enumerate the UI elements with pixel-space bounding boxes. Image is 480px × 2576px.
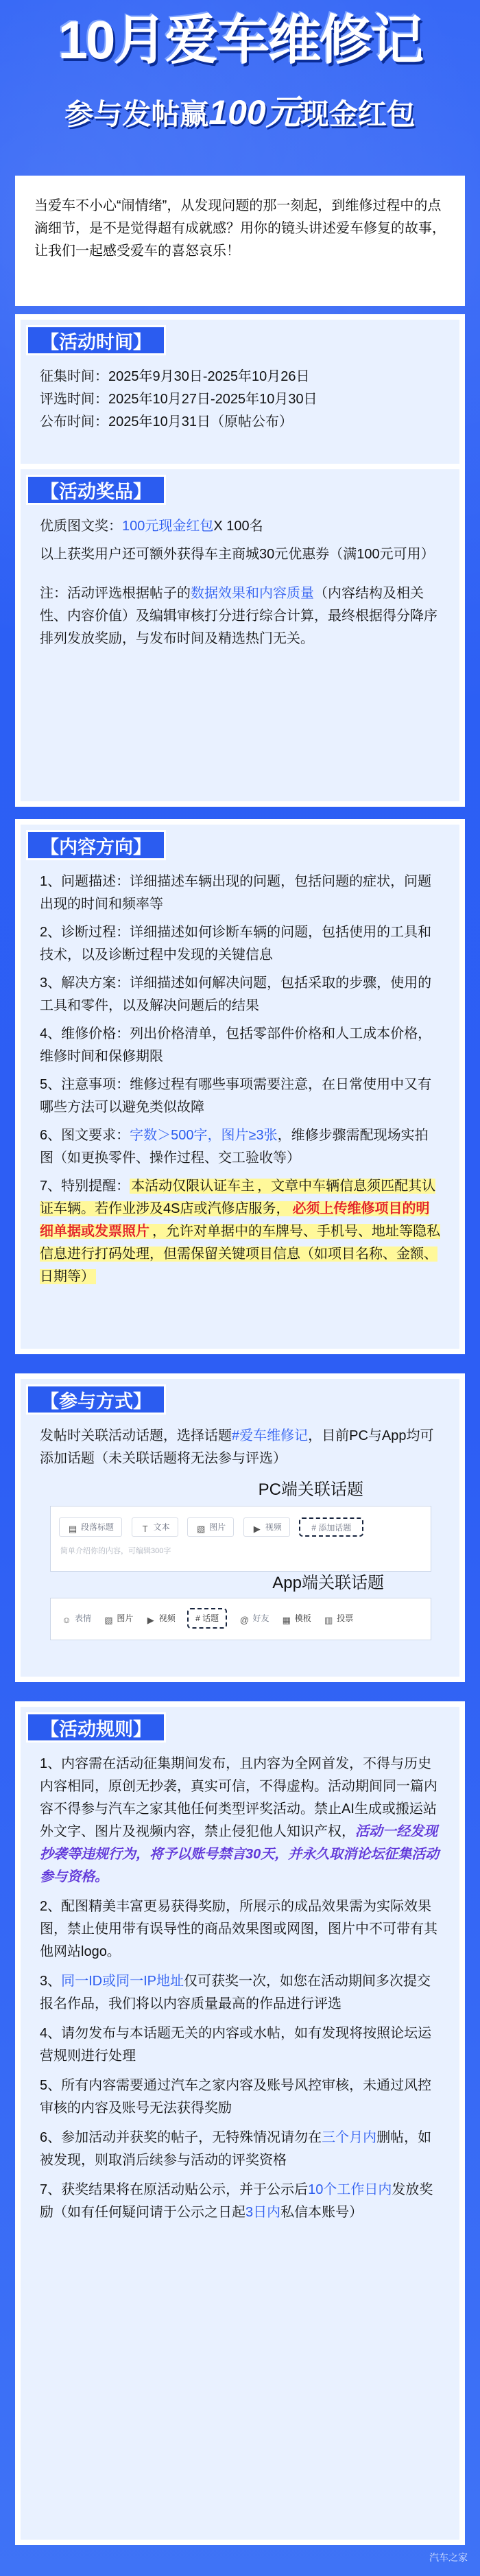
add-topic-button[interactable]: # 添加话题	[299, 1517, 363, 1537]
content-direction-section	[15, 819, 465, 1354]
autohome-watermark: 汽车之家	[429, 2552, 468, 2563]
same-id-highlight: 同一ID或同一IP地址	[61, 1974, 184, 1989]
app-image-tool[interactable]: ▧ 图片	[104, 1614, 134, 1625]
prize-note	[40, 582, 440, 650]
intro-text: 当爱车不小心“闹情绪”，从发现问题的那一刻起，到维修过程中的点滴细节，是不是觉得超有成就感？用你的镜头讲述爱车修复的故事，让我们一起感受爱车的喜怒哀乐！	[34, 198, 446, 259]
image-text-requirement-count: 字数＞500字，图片≥3张	[130, 1128, 278, 1143]
image-text-requirement	[40, 1124, 440, 1170]
vote-tool[interactable]: ▥ 投票	[324, 1614, 354, 1625]
hero-subtitle-before: 参与发帖赢	[64, 98, 209, 130]
pc-editor-preview	[50, 1506, 431, 1572]
image-icon: ▧	[104, 1615, 113, 1625]
participation-text-suffix: ，目前PC与App均可添加话题（未关联话题将无法参与评选）	[40, 1428, 434, 1466]
special-reminder-highlight-2: ，文章中车辆信息须匹配其认证车辆。若作业涉及4S店或汽修店服务，	[40, 1179, 436, 1216]
template-icon: ▦	[282, 1615, 291, 1625]
rule-item: 1、内容需在活动征集期间发布，且内容为全网首发，不得与历史内容相同，原创无抄袭，真实可信，不得虚构。活动期间同一篇内容不得参与汽车之家其他任何类型评奖活动。禁止AI生成或搬运站外文字、图片及视频内容，禁止侵犯他人知识产权，活动一经发现抄袭等违规行为，将予以账号禁言30天，并永久取消论坛征集活动参与资格。	[40, 1756, 440, 1884]
activity-prizes-section	[15, 464, 465, 807]
hero-prize: 100元	[208, 93, 300, 132]
prize-amount: 100元现金红包	[122, 519, 214, 534]
participation-body	[40, 1425, 440, 1665]
app-video-tool[interactable]: ▶ 视频	[145, 1608, 176, 1629]
rule-item: 4、请勿发布与本话题无关的内容或水帖，如有发现将按照论坛运营规则进行处理	[40, 2026, 432, 2064]
activity-time-section	[15, 314, 465, 479]
template-tool[interactable]: ▦ 模板	[282, 1614, 311, 1625]
prize-note-prefix: 注：活动评选根据帖子的	[40, 586, 191, 601]
three-days-highlight: 3日内	[245, 2205, 281, 2220]
rule-item: 3、同一ID或同一IP地址仅可获奖一次，如您在活动期间多次提交报名作品，我们将以内容质量最高的作品进行评选	[40, 1974, 431, 2011]
activity-rules-section	[15, 1701, 465, 2545]
participation-text-prefix: 发帖时关联活动话题，选择话题	[40, 1428, 232, 1443]
app-topic-label: App端关联话题	[272, 1574, 384, 1592]
image-text-requirement-suffix: ，维修步骤需配现场实拍图（如更换零件、操作过程、交工验收等）	[40, 1128, 429, 1166]
paragraph-title-tool[interactable]: ▤ 段落标题	[59, 1517, 122, 1537]
at-icon: @	[239, 1615, 250, 1625]
activity-prizes-body	[40, 515, 440, 650]
text-icon: T	[142, 1524, 148, 1534]
activity-topic: #爱车维修记	[232, 1428, 309, 1443]
content-direction-title: 【内容方向】	[26, 830, 166, 860]
prize-row	[40, 515, 440, 538]
hero-title: 10月爱车维修记	[58, 10, 422, 70]
content-direction-item: 1、问题描述：详细描述车辆出现的问题，包括问题的症状，问题出现的时间和频率等	[40, 874, 432, 912]
emoji-icon: ☺	[62, 1615, 71, 1625]
rule-item: 6、参加活动并获奖的帖子，无特殊情况请勿在三个月内删帖，如被发现，则取消后续参与活动的评奖资格	[40, 2130, 432, 2168]
content-direction-item: 2、诊断过程：详细描述如何诊断车辆的问题，包括使用的工具和技术，以及诊断过程中发现的关键信息	[40, 925, 432, 962]
pc-editor-toolbar	[59, 1517, 422, 1539]
special-reminder	[40, 1175, 440, 1288]
special-reminder-prefix: 7、特别提醒：	[40, 1179, 130, 1194]
hero-banner	[0, 0, 480, 172]
emoji-tool[interactable]: ☺ 表情	[62, 1614, 92, 1625]
activity-time-title: 【活动时间】	[26, 325, 166, 355]
video-icon: ▶	[253, 1524, 261, 1534]
vote-icon: ▥	[324, 1615, 333, 1625]
prize-count: X 100名	[213, 519, 263, 534]
activity-time-item: 评选时间：2025年10月27日-2025年10月30日	[40, 392, 317, 407]
activity-time-list	[40, 366, 440, 434]
pc-topic-label: PC端关联话题	[258, 1480, 363, 1499]
image-text-requirement-prefix: 6、图文要求：	[40, 1128, 130, 1143]
participation-title: 【参与方式】	[26, 1384, 166, 1415]
video-icon: ▶	[147, 1615, 154, 1625]
activity-time-item: 公布时间：2025年10月31日（原帖公布）	[40, 414, 293, 429]
prize-extra-text: 以上获奖用户还可额外获得车主商城30元优惠券（满100元可用）	[40, 547, 435, 562]
special-reminder-red-highlight: 必须上传维修项目的明细单据或发票照片	[40, 1201, 430, 1239]
content-direction-item: 3、解决方案：详细描述如何解决问题，包括采取的步骤，使用的工具和零件，以及解决问题后的结果	[40, 976, 432, 1013]
content-direction-list	[40, 871, 440, 1294]
prize-note-suffix: （内容结构及相关性、内容价值）及编辑审核打分进行综合计算，最终根据得分降序排列发放奖励，与发布时间及精选热门无关。	[40, 586, 437, 646]
intro-panel	[15, 176, 465, 306]
ten-days-highlight: 10个工作日内	[308, 2182, 392, 2197]
participation-text	[40, 1425, 440, 1470]
hero-subtitle-after: 现金红包	[300, 98, 416, 130]
prize-label: 优质图文奖：	[40, 519, 122, 534]
prize-note-highlight: 数据效果和内容质量	[191, 586, 314, 601]
rule-item: 2、配图精美丰富更易获得奖励，所展示的成品效果需为实际效果图，禁止使用带有误导性的商品效果图或网图，图片中不可带有其他网站logo。	[40, 1899, 437, 1959]
special-reminder-highlight-1: 本活动仅限认证车主	[131, 1179, 255, 1194]
activity-rules-list	[40, 1753, 440, 2231]
title-icon: ▤	[68, 1524, 77, 1534]
activity-prizes-title: 【活动奖品】	[26, 475, 166, 505]
image-tool[interactable]: ▧ 图片	[187, 1517, 234, 1537]
activity-time-item: 征集时间：2025年9月30日-2025年10月26日	[40, 369, 310, 384]
friend-tool[interactable]: @ 好友	[239, 1614, 269, 1625]
text-tool[interactable]: T 文本	[132, 1517, 178, 1537]
app-editor-toolbar	[61, 1608, 424, 1630]
three-months-highlight: 三个月内	[322, 2130, 377, 2145]
pc-content-placeholder: 简单介绍你的内容，可编辑300字	[60, 1547, 171, 1555]
image-icon: ▧	[197, 1524, 206, 1534]
rule-item: 7、获奖结果将在原活动贴公示，并于公示后10个工作日内发放奖励（如有任何疑问请于公示之日起3日内私信本账号）	[40, 2182, 433, 2220]
special-reminder-highlight-3: ，允许对单据中的车牌号、手机号、地址等隐私信息进行打码处理，但需保留关键项目信息（如项目名称、金额、日期等）	[40, 1224, 440, 1284]
topic-screenshots	[40, 1481, 440, 1665]
rule-violation-highlight: 活动一经发现抄袭等违规行为，将予以账号禁言30天，并永久取消论坛征集活动参与资格。	[40, 1824, 440, 1884]
rule-item: 5、所有内容需要通过汽车之家内容及账号风控审核，未通过风控审核的内容及账号无法获得奖励	[40, 2078, 432, 2116]
hero-subtitle	[41, 88, 439, 137]
participation-section	[15, 1373, 465, 1682]
app-editor-preview	[50, 1598, 431, 1640]
content-direction-item: 5、注意事项：维修过程有哪些事项需要注意，在日常使用中又有哪些方法可以避免类似故障	[40, 1077, 432, 1115]
app-topic-button[interactable]: # 话题	[187, 1608, 227, 1629]
activity-rules-title: 【活动规则】	[26, 1712, 166, 1742]
content-direction-item: 4、维修价格：列出价格清单，包括零部件价格和人工成本价格，维修时间和保修期限	[40, 1026, 432, 1064]
video-tool[interactable]: ▶ 视频	[243, 1517, 290, 1537]
